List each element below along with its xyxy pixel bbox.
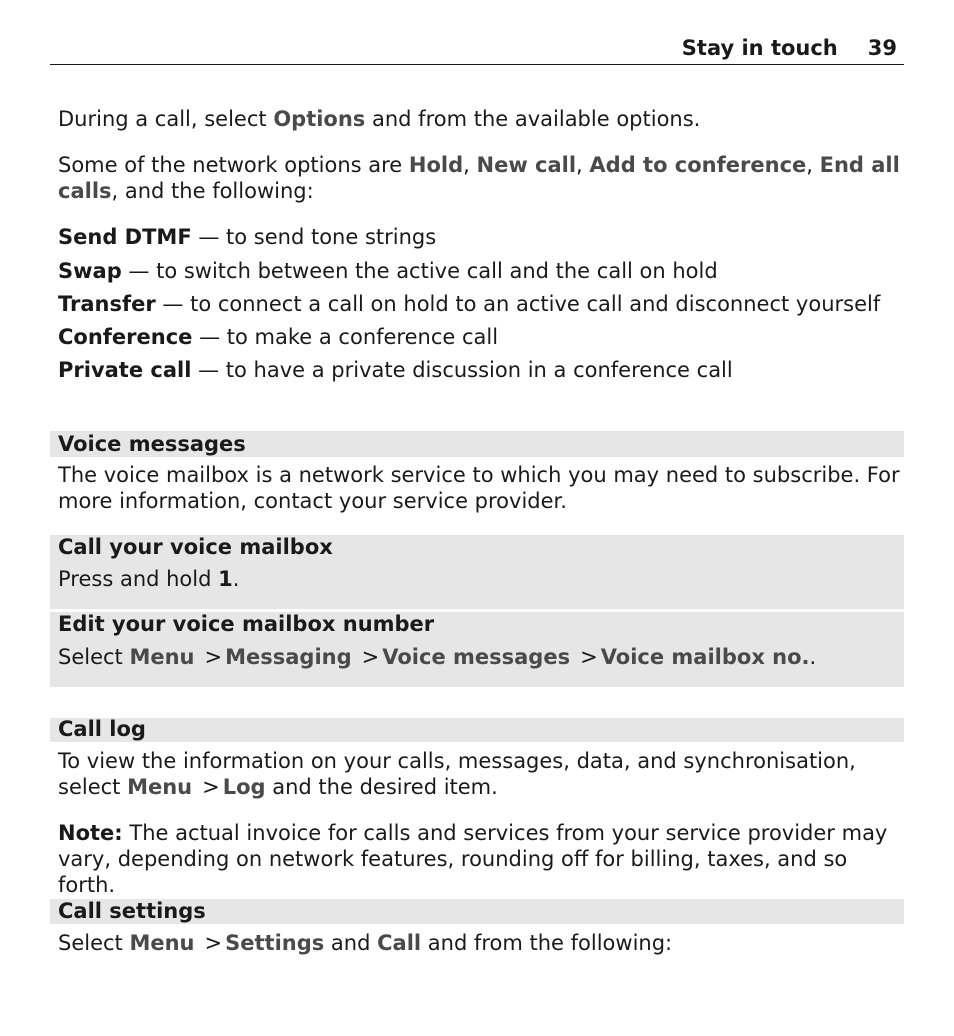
key-1: 1 — [218, 567, 233, 591]
menu-path-settings: Settings — [225, 931, 325, 955]
keyword-hold: Hold — [408, 153, 464, 177]
option-desc: — to make a conference call — [199, 325, 499, 349]
option-desc: — to have a private discussion in a conference call — [198, 358, 733, 382]
text: Select — [58, 645, 130, 669]
header-rule — [50, 64, 904, 65]
option-term: Conference — [58, 325, 193, 349]
note-label: Note: — [58, 821, 123, 845]
option-conference — [58, 324, 903, 350]
text: and the desired item. — [265, 775, 498, 799]
menu-path-menu: Menu — [127, 775, 193, 799]
option-term: Send DTMF — [58, 225, 192, 249]
text: and from the available options. — [365, 107, 701, 131]
menu-path-menu: Menu — [129, 645, 195, 669]
option-swap — [58, 258, 903, 284]
section-title-call-settings: Call settings — [58, 899, 206, 923]
menu-path-messaging: Messaging — [225, 645, 352, 669]
path-separator: > — [580, 645, 598, 669]
text: Press and hold — [58, 567, 219, 591]
page-number: 39 — [867, 36, 897, 60]
option-transfer — [58, 291, 903, 317]
menu-path-log: Log — [222, 775, 266, 799]
keyword-add-to-conference: Add to conference — [589, 153, 807, 177]
menu-path-voice-mailbox-no: Voice mailbox no. — [600, 645, 810, 669]
option-desc: — to connect a call on hold to an active call and disconnect yourself — [162, 292, 881, 316]
edit-voice-mailbox-body — [58, 644, 903, 670]
option-send-dtmf — [58, 224, 903, 250]
option-desc: — to switch between the active call and the call on hold — [128, 259, 718, 283]
path-separator: > — [204, 931, 223, 955]
call-voice-mailbox-body — [58, 566, 903, 592]
option-term: Swap — [58, 259, 122, 283]
option-term: Transfer — [58, 292, 156, 316]
menu-path-call: Call — [377, 931, 422, 955]
page-header — [682, 36, 897, 60]
call-settings-body — [58, 930, 903, 956]
subsection-title-call-voice-mailbox: Call your voice mailbox — [58, 535, 333, 559]
text: and — [324, 931, 378, 955]
menu-path-menu: Menu — [129, 931, 195, 955]
note-text: The actual invoice for calls and services from your service provider may vary, depending on network features, rounding off for billing, taxes, and so forth. — [58, 821, 888, 897]
keyword-options: Options — [273, 107, 366, 131]
call-log-body — [58, 748, 903, 800]
text: . — [232, 567, 240, 591]
text: , — [806, 153, 820, 177]
path-separator: > — [361, 645, 380, 669]
intro-paragraph-2 — [58, 152, 903, 204]
section-band-call-log — [50, 718, 904, 742]
header-title: Stay in touch — [681, 36, 838, 60]
keyword-end-all-calls: End all calls — [58, 153, 900, 203]
path-separator: > — [202, 775, 220, 799]
option-term: Private call — [58, 358, 192, 382]
section-title-voice-messages: Voice messages — [58, 432, 246, 456]
text: . — [809, 645, 817, 669]
text: and from the following: — [421, 931, 673, 955]
voice-messages-body: The voice mailbox is a network service to which you may need to subscribe. For more information, contact your service provider. — [58, 463, 900, 513]
keyword-new-call: New call — [476, 153, 577, 177]
text: To view the information on your calls, messages, data, and synchronisation, select — [58, 749, 856, 799]
text: Some of the network options are — [58, 153, 409, 177]
option-private-call — [58, 357, 903, 383]
text: Select — [58, 931, 130, 955]
call-log-note — [58, 820, 903, 898]
text: During a call, select — [58, 107, 274, 131]
text: , — [576, 153, 590, 177]
section-title-call-log: Call log — [58, 717, 146, 741]
text: , and the following: — [111, 179, 314, 203]
intro-paragraph-1 — [58, 106, 903, 132]
text: , — [463, 153, 477, 177]
path-separator: > — [204, 645, 223, 669]
option-desc: — to send tone strings — [198, 225, 437, 249]
subsection-title-edit-voice-mailbox: Edit your voice mailbox number — [58, 612, 435, 636]
menu-path-voice-messages: Voice messages — [382, 645, 571, 669]
